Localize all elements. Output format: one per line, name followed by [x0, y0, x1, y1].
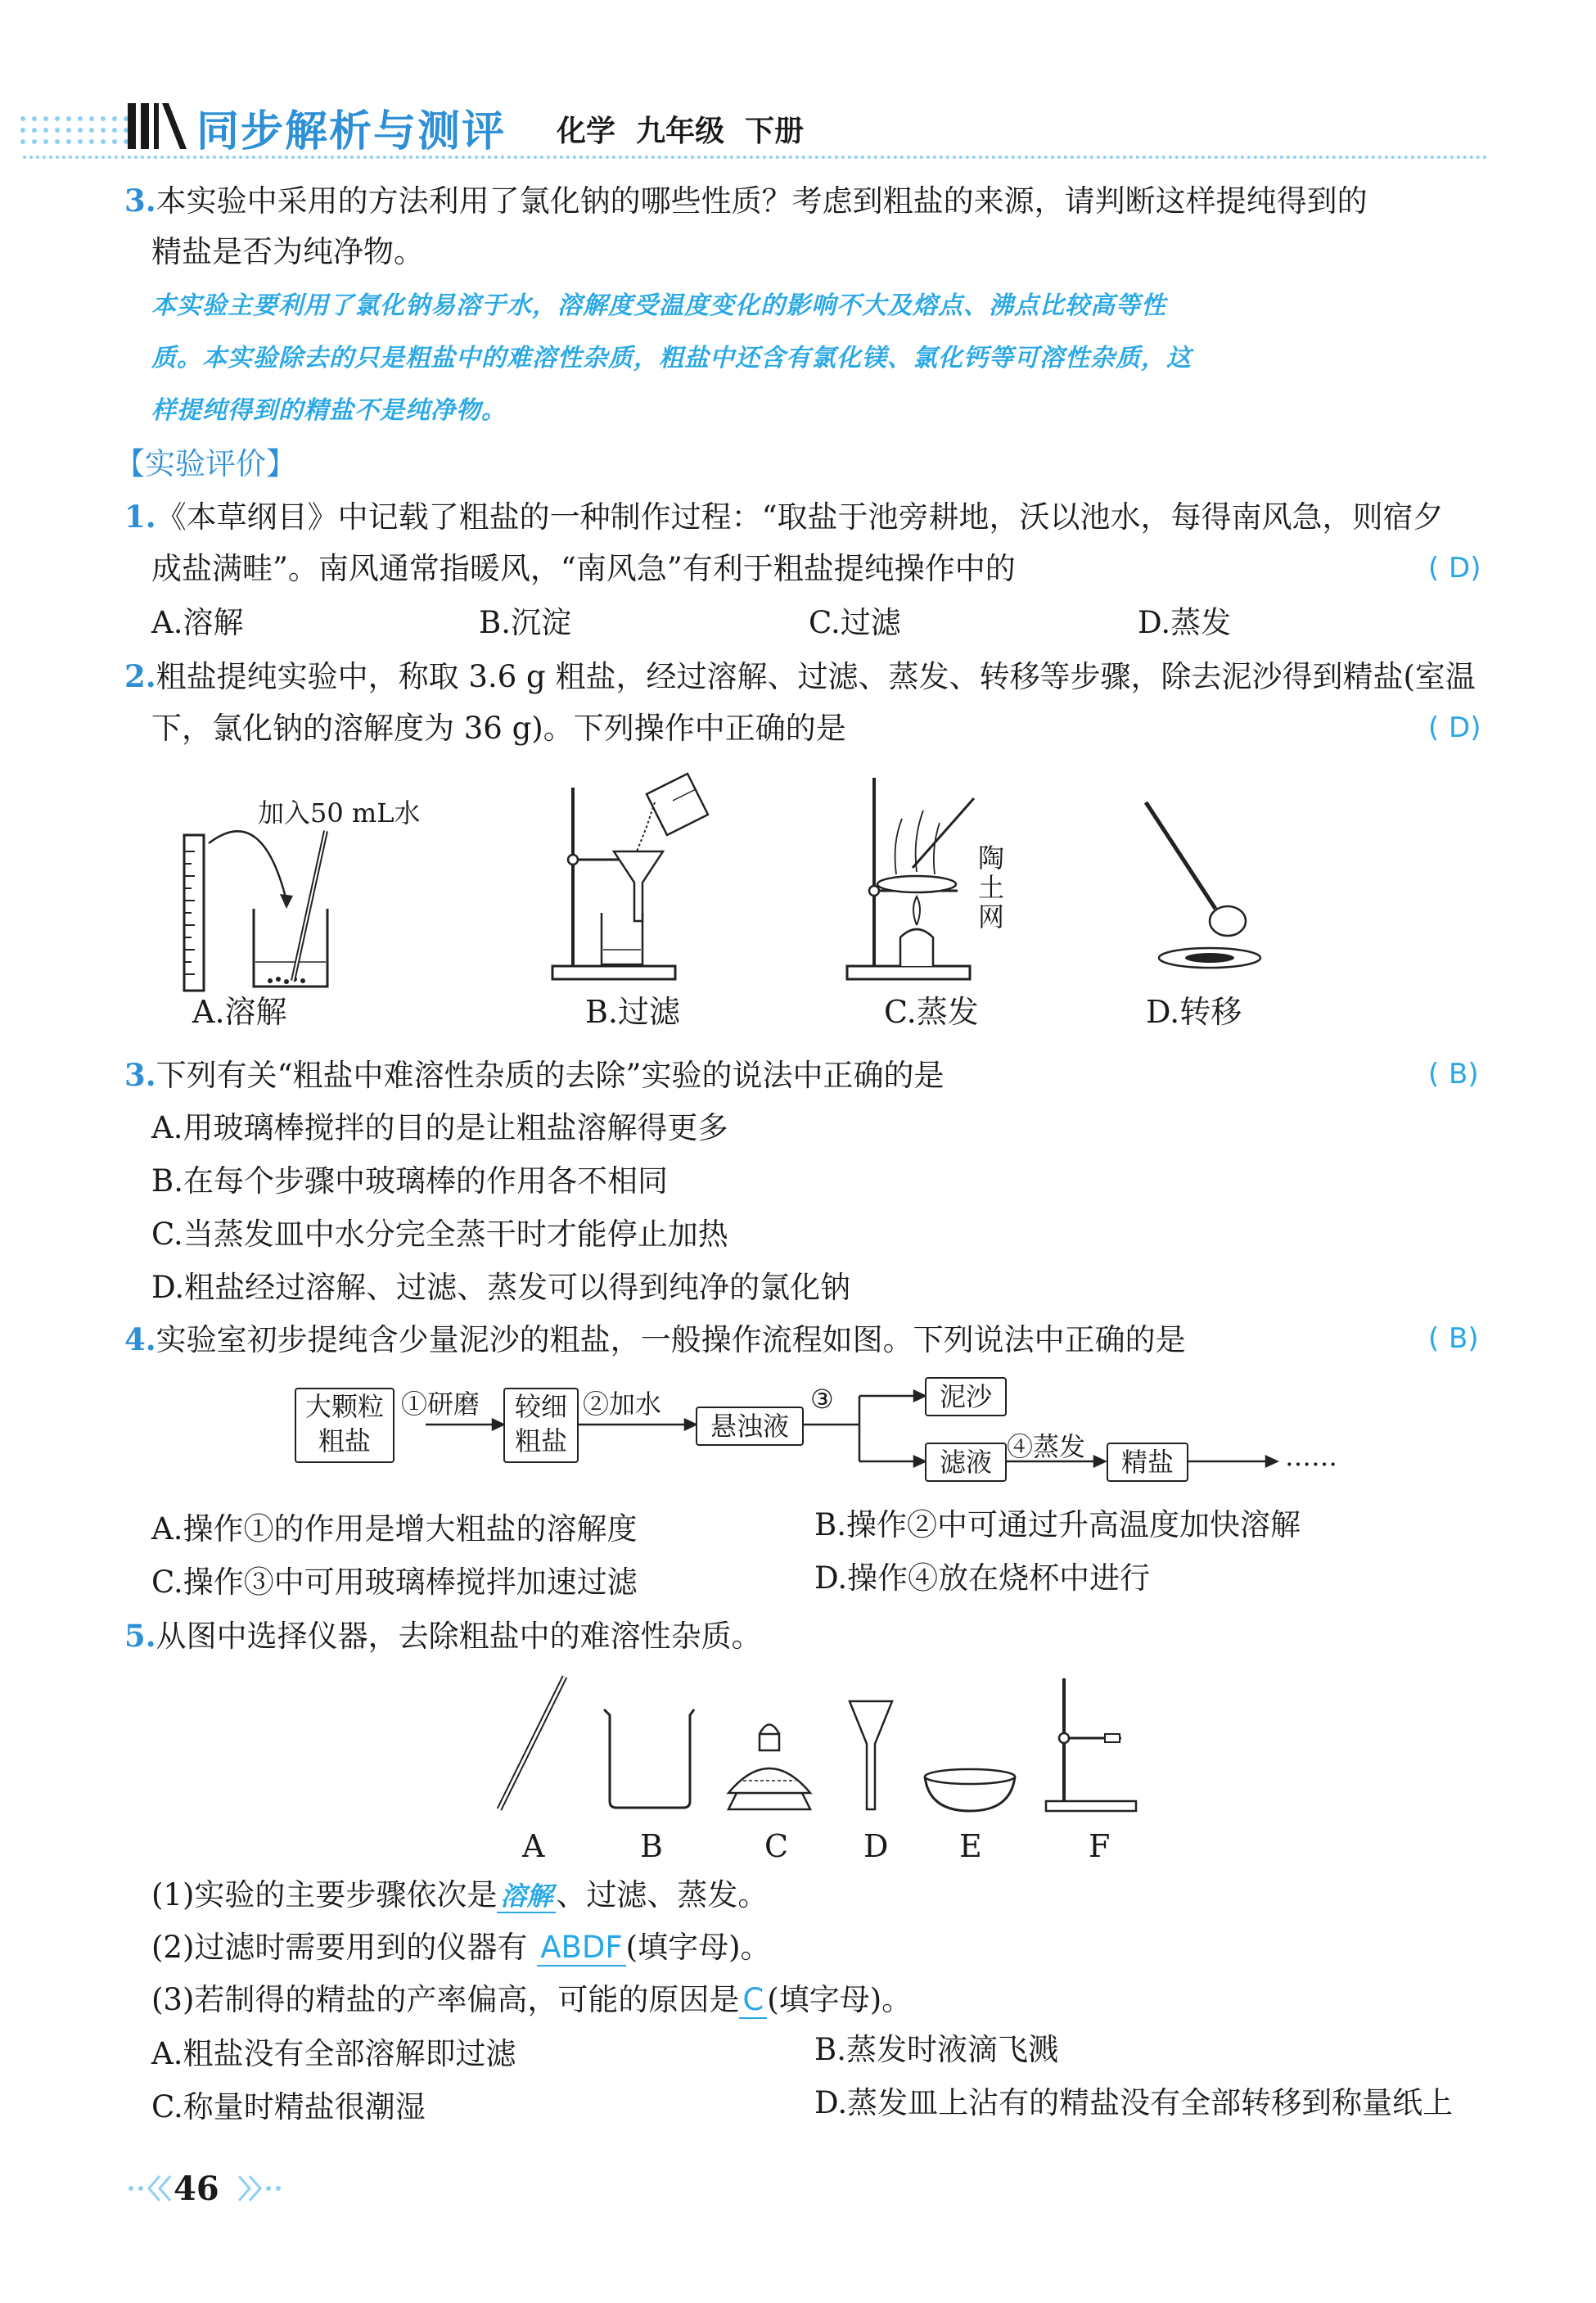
flow-box-coarse-salt: 大颗粒 粗盐 [295, 1388, 394, 1463]
option: D.操作④放在烧杯中进行 [814, 1560, 1151, 1596]
answer-bracket: ( D) [1428, 711, 1481, 744]
question-number: 5. [124, 1618, 156, 1654]
option: A.用玻璃棒搅拌的目的是让粗盐溶解得更多 [151, 1110, 728, 1145]
option: A.操作①的作用是增大粗盐的溶解度 [151, 1511, 638, 1547]
flow-box-fine-salt: 较细 粗盐 [503, 1388, 579, 1463]
flow-box-suspension: 悬浊液 [696, 1407, 804, 1446]
option: D.蒸发 [1138, 605, 1232, 640]
answer-choice: B [1449, 1058, 1468, 1091]
option: B.沉淀 [479, 605, 571, 640]
book-logo-icon [124, 100, 188, 154]
section-heading: 【实验评价】 [115, 446, 296, 481]
question-stem: 从图中选择仪器，去除粗盐中的难溶性杂质。 [156, 1619, 762, 1654]
flow-box-refined-salt: 精盐 [1107, 1443, 1188, 1482]
fill-answer: C [739, 1982, 767, 2019]
flow-box-sand: 泥沙 [925, 1377, 1007, 1416]
instrument-label: F [1089, 1828, 1111, 1864]
handwritten-answer-line: 本实验主要利用了氯化钠易溶于水，溶解度受温度变化的影响不大及熔点、沸点比较高等性 [151, 291, 1166, 320]
question-number: 2. [124, 658, 156, 694]
flow-step-3: ③ [810, 1384, 834, 1415]
header-subtitle: 化学 九年级 下册 [557, 115, 805, 148]
question-stem: 下列有关“粗盐中难溶性杂质的去除”实验的说法中正确的是 [156, 1058, 945, 1093]
fill-answer: ABDF [537, 1930, 625, 1967]
flow-box-filtrate: 滤液 [925, 1443, 1007, 1482]
option: B.在每个步骤中玻璃棒的作用各不相同 [151, 1163, 668, 1199]
figure-label: A.溶解 [192, 994, 287, 1030]
page-number: 46 [174, 2170, 219, 2208]
question-stem-line: 精盐是否为纯净物。 [151, 234, 424, 269]
handwritten-answer-line: 质。本实验除去的只是粗盐中的难溶性杂质，粗盐中还含有氯化镁、氯化钙等可溶性杂质，这 [151, 344, 1192, 373]
option: C.过滤 [809, 605, 901, 640]
option: C.当蒸发皿中水分完全蒸干时才能停止加热 [151, 1217, 728, 1252]
figure-filtration [532, 770, 737, 991]
answer-bracket: ( B) [1428, 1322, 1479, 1355]
question-number: 1. [124, 499, 156, 535]
answer-bracket: ( D) [1428, 552, 1481, 585]
figure-label: C.蒸发 [884, 994, 979, 1030]
handwritten-answer-line: 样提纯得到的精盐不是纯净物。 [151, 396, 507, 425]
option: C.操作③中可用玻璃棒搅拌加速过滤 [151, 1565, 638, 1600]
gauze-label: 陶 土 网 [978, 842, 1005, 932]
option: D.蒸发皿上沾有的精盐没有全部转移到称量纸上 [814, 2085, 1454, 2120]
question-number: 3. [124, 1057, 156, 1093]
question-stem-line: 《本草纲目》中记载了粗盐的一种制作过程：“取盐于池旁耕地，沃以池水，每得南风急，则宿夕 [156, 499, 1444, 535]
option: D.粗盐经过溶解、过滤、蒸发可以得到纯净的氯化钠 [151, 1270, 851, 1305]
question-stem: 实验室初步提纯含少量泥沙的粗盐，一般操作流程如图。下列说法中正确的是 [156, 1322, 1186, 1357]
instrument-label: D [863, 1828, 889, 1864]
header-divider [23, 156, 1488, 159]
question-stem-line: 成盐满畦”。南风通常指暖风，“南风急”有利于粗盐提纯操作中的 [151, 551, 1016, 586]
figure-transfer [1121, 786, 1310, 982]
instrument-label: A [522, 1828, 545, 1864]
header-dots-decoration [16, 102, 139, 160]
question-number: 4. [124, 1321, 156, 1357]
instrument-label: B [640, 1828, 663, 1864]
figure-instruments [483, 1670, 1154, 1818]
figure-evaporation [835, 770, 1064, 991]
option: B.操作②中可通过升高温度加快溶解 [814, 1507, 1301, 1542]
instrument-label: E [959, 1828, 982, 1864]
flow-step-add-water: ②加水 [583, 1389, 662, 1420]
option: A.溶解 [151, 605, 244, 640]
question-stem-line: 粗盐提纯实验中，称取 3.6 g 粗盐，经过溶解、过滤、蒸发、转移等步骤，除去泥沙得到精盐(室温 [156, 659, 1476, 694]
answer-choice: D [1449, 711, 1471, 744]
question-stem-line: 本实验中采用的方法利用了氯化钠的哪些性质？考虑到粗盐的来源，请判断这样提纯得到的 [156, 183, 1368, 219]
sub-question-2: (2)过滤时需要用到的仪器有 ABDF (填字母)。 [151, 1930, 771, 1965]
option: A.粗盐没有全部溶解即过滤 [151, 2036, 516, 2071]
question-stem-line: 下，氯化钠的溶解度为 36 g)。下列操作中正确的是 [151, 711, 846, 746]
instrument-label: C [764, 1828, 789, 1864]
sub-question-3: (3)若制得的精盐的产率偏高，可能的原因是 C (填字母)。 [151, 1982, 913, 2017]
figure-label: B.过滤 [585, 994, 681, 1030]
figure-label: D.转移 [1146, 994, 1242, 1030]
option: B.蒸发时液滴飞溅 [814, 2032, 1058, 2067]
flow-step-evaporate: ④蒸发 [1007, 1431, 1086, 1462]
answer-choice: B [1449, 1322, 1468, 1355]
flow-ellipsis: …… [1285, 1441, 1337, 1472]
figure-note: 加入50 mL水 [258, 797, 421, 829]
header-title: 同步解析与测评 [196, 107, 507, 156]
fill-answer: 溶解 [497, 1881, 556, 1913]
answer-choice: D [1449, 552, 1471, 585]
option: C.称量时精盐很潮湿 [151, 2089, 426, 2125]
question-number: 3. [124, 183, 156, 219]
flow-step-grind: ①研磨 [401, 1389, 480, 1420]
answer-bracket: ( B) [1428, 1058, 1479, 1091]
sub-question-1: (1)实验的主要步骤依次是 溶解 、过滤、蒸发。 [151, 1877, 769, 1912]
